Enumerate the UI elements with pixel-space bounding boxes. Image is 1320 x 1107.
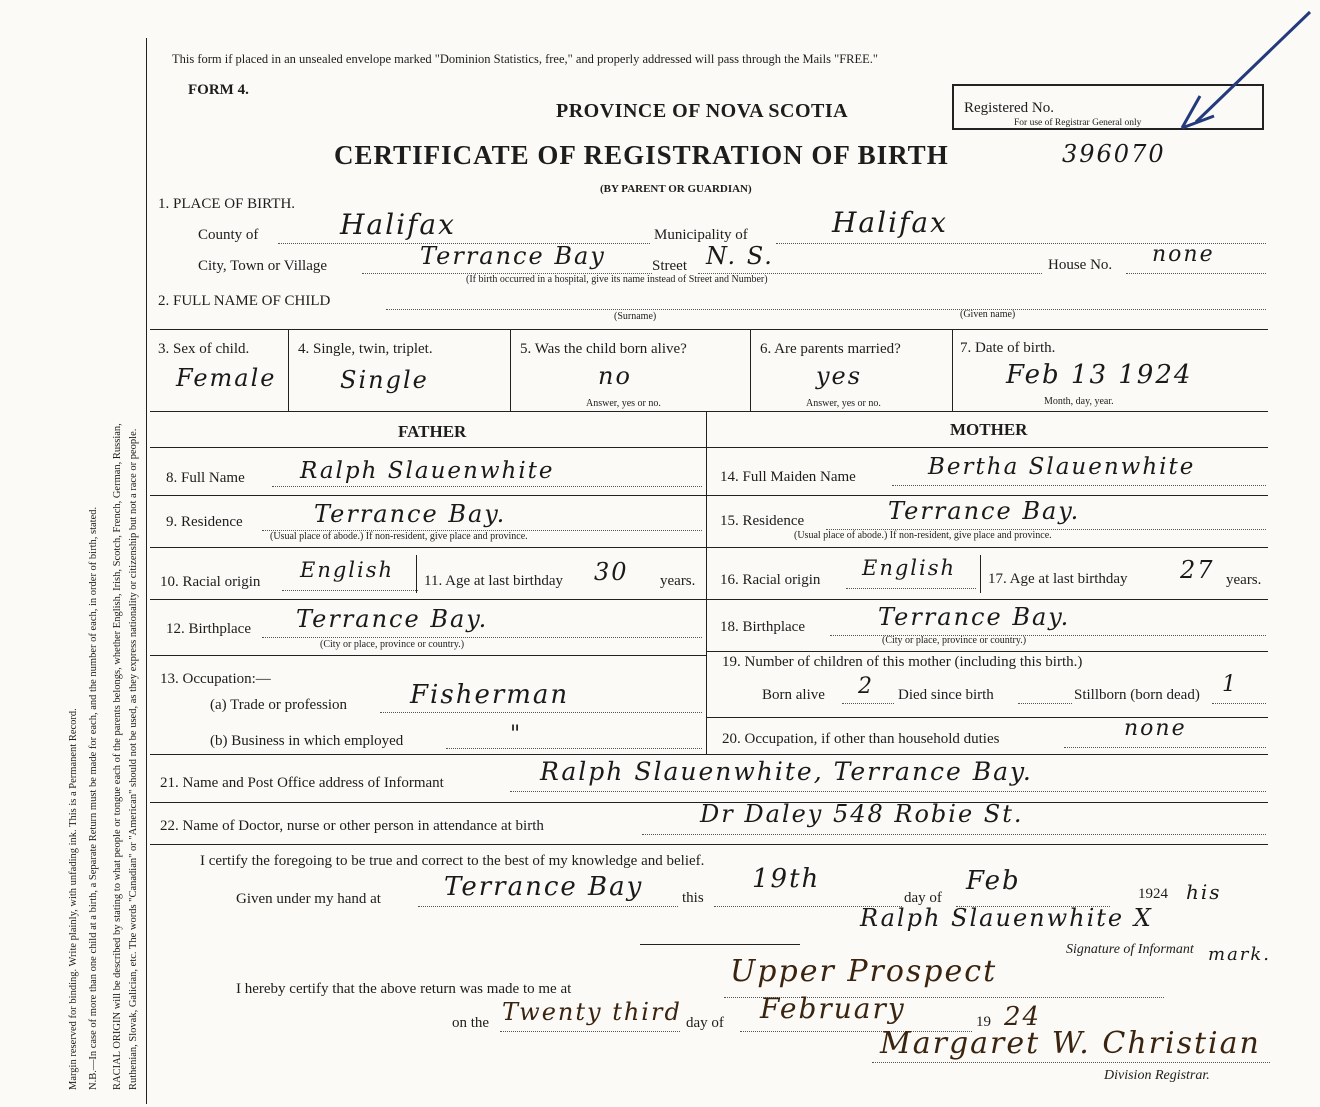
registrar-year-prefix: 19: [976, 1014, 991, 1030]
mother-heading: MOTHER: [950, 420, 1028, 439]
registrar-signature-line: [872, 1062, 1270, 1063]
mother-rule-2: [706, 547, 1268, 548]
informant-label: 21. Name and Post Office address of Informant: [160, 775, 444, 791]
margin-note-racial-origin: RACIAL ORIGIN will be described by stating to what people or tongue each of the parents belongs, whether English, Irish, Scotch, French, German, Russian,: [112, 423, 123, 1090]
mail-note: This form if placed in an unsealed envelope marked "Dominion Statistics, free," and properly addressed will pass through the Mails "FREE.": [172, 52, 879, 66]
born-alive-note: Answer, yes or no.: [586, 398, 661, 409]
mother-race-line: [846, 588, 976, 589]
row3-bottom-border: [150, 411, 1268, 412]
day-of-label: day of: [904, 890, 942, 906]
doctor-rule: [150, 844, 1268, 845]
surname-note: (Surname): [614, 311, 657, 322]
margin-note-binding: Margin reserved for binding. Write plainly, with unfading ink. This is a Permanent Record.: [68, 708, 79, 1090]
street-value: N. S.: [706, 242, 774, 270]
parents-bottom-border: [150, 754, 1268, 755]
this-label: this: [682, 890, 704, 906]
mother-rule-4: [706, 651, 1268, 652]
registered-label: Registered No.: [964, 100, 1054, 116]
child-name-line: [386, 309, 1266, 310]
mother-name-value: Bertha Slauenwhite: [928, 454, 1196, 480]
registrar-signature: Margaret W. Christian: [880, 1026, 1261, 1061]
father-residence-note: (Usual place of abode.) If non-resident, give place and province.: [270, 531, 528, 542]
parents-married-value: yes: [816, 362, 863, 390]
born-alive-count-line: [842, 703, 894, 704]
informant-value: Ralph Slauenwhite, Terrance Bay.: [540, 757, 1033, 786]
father-age-label: 11. Age at last birthday: [424, 573, 563, 589]
father-residence-value: Terrance Bay.: [314, 500, 507, 528]
doctor-value: Dr Daley 548 Robie St.: [700, 800, 1024, 828]
plurality-value: Single: [340, 366, 429, 394]
father-years-label: years.: [660, 573, 696, 589]
father-name-value: Ralph Slauenwhite: [300, 458, 555, 484]
registrar-use-note: For use of Registrar General only: [1014, 118, 1142, 128]
child-name-label: 2. FULL NAME OF CHILD: [158, 293, 331, 309]
father-residence-label: 9. Residence: [166, 514, 243, 530]
born-alive-count-value: 2: [858, 674, 874, 699]
born-alive-value: no: [598, 362, 632, 390]
born-alive-count-label: Born alive: [762, 687, 825, 703]
trade-label: (a) Trade or profession: [210, 697, 348, 713]
house-number-value: none: [1152, 242, 1215, 267]
given-at-value: Terrance Bay: [444, 872, 644, 902]
registrar-text: I hereby certify that the above return was made to me at: [236, 981, 572, 997]
business-line: [446, 748, 702, 749]
father-birthplace-note: (City or place, province or country.): [320, 639, 465, 650]
business-label: (b) Business in which employed: [210, 733, 404, 749]
hospital-note: (If birth occurred in a hospital, give its name instead of Street and Number): [466, 274, 768, 285]
father-heading: FATHER: [398, 422, 467, 441]
day-value: 19th: [752, 864, 821, 894]
informant-signature: Ralph Slauenwhite X: [860, 904, 1153, 932]
city-value: Terrance Bay: [420, 242, 606, 270]
county-value: Halifax: [340, 208, 456, 241]
mother-age-label: 17. Age at last birthday: [988, 571, 1128, 587]
mother-birthplace-label: 18. Birthplace: [720, 619, 805, 635]
mother-race-value: English: [862, 556, 957, 580]
father-occupation-label: 13. Occupation:—: [160, 671, 271, 687]
city-label: City, Town or Village: [198, 258, 328, 274]
informant-line: [510, 791, 1266, 792]
province-heading: PROVINCE OF NOVA SCOTIA: [556, 100, 849, 122]
place-of-birth-label: 1. PLACE OF BIRTH.: [158, 196, 296, 212]
mother-name-line: [892, 485, 1266, 486]
county-label: County of: [198, 227, 259, 243]
his-mark-text: his: [1186, 880, 1222, 904]
row3-divider-3: [750, 329, 751, 411]
signature-label: Signature of Informant: [1066, 942, 1194, 957]
certificate-title: CERTIFICATE OF REGISTRATION OF BIRTH: [334, 140, 949, 170]
mother-age-value: 27: [1180, 556, 1215, 584]
registrar-place-value: Upper Prospect: [730, 954, 998, 989]
mother-occupation-label: 20. Occupation, if other than household duties: [722, 731, 1000, 747]
mother-residence-note: (Usual place of abode.) If non-resident, give place and province.: [794, 530, 1052, 541]
father-age-value: 30: [594, 558, 629, 586]
division-registrar-label: Division Registrar.: [1104, 1068, 1210, 1083]
father-race-divider: [416, 555, 417, 593]
plurality-label: 4. Single, twin, triplet.: [298, 341, 433, 357]
row3-divider-4: [952, 329, 953, 411]
house-number-label: House No.: [1048, 257, 1113, 273]
row3-top-border: [150, 329, 1268, 330]
year-value: 1924: [1138, 886, 1168, 902]
mother-residence-label: 15. Residence: [720, 513, 805, 529]
father-rule-2: [150, 547, 706, 548]
given-name-note: (Given name): [960, 309, 1016, 320]
doctor-label: 22. Name of Doctor, nurse or other person in attendance at birth: [160, 818, 544, 834]
father-race-value: English: [300, 558, 395, 582]
date-of-birth-label: 7. Date of birth.: [960, 340, 1056, 356]
business-value: ": [510, 722, 523, 747]
row3-divider-2: [510, 329, 511, 411]
mother-race-label: 16. Racial origin: [720, 572, 821, 588]
registrar-month-value: February: [760, 992, 906, 1025]
trade-value: Fisherman: [410, 680, 570, 710]
mother-birthplace-value: Terrance Bay.: [878, 603, 1071, 631]
doctor-line: [642, 834, 1266, 835]
father-race-line: [282, 590, 418, 591]
father-birthplace-value: Terrance Bay.: [296, 605, 489, 633]
certify-text: I certify the foregoing to be true and correct to the best of my knowledge and belief.: [200, 853, 705, 869]
left-border: [146, 38, 147, 1104]
form-number: FORM 4.: [188, 82, 249, 98]
father-rule-1: [150, 495, 706, 496]
mother-race-divider: [980, 555, 981, 593]
trade-line: [380, 712, 702, 713]
died-since-birth-line: [1018, 703, 1072, 704]
father-name-label: 8. Full Name: [166, 470, 245, 486]
father-race-label: 10. Racial origin: [160, 574, 261, 590]
certificate-subtitle: (BY PARENT OR GUARDIAN): [600, 183, 752, 195]
municipality-label: Municipality of: [654, 227, 748, 243]
street-label: Street: [652, 258, 687, 274]
house-number-line: [1126, 273, 1266, 274]
registrar-day-value: Twenty third: [502, 998, 682, 1026]
parent-heading-rule: [150, 447, 1268, 448]
sex-label: 3. Sex of child.: [158, 341, 250, 357]
parent-divider: [706, 411, 707, 754]
parents-married-note: Answer, yes or no.: [806, 398, 881, 409]
mother-name-label: 14. Full Maiden Name: [720, 469, 856, 485]
row3-divider-1: [288, 329, 289, 411]
registration-number: 396070: [1062, 140, 1166, 168]
stillborn-line: [1212, 703, 1266, 704]
month-value: Feb: [966, 866, 1021, 896]
parents-married-label: 6. Are parents married?: [760, 341, 901, 357]
mother-years-label: years.: [1226, 572, 1262, 588]
mother-rule-3: [706, 599, 1268, 600]
mother-birthplace-note: (City or place, province or country.): [882, 635, 1027, 646]
sex-value: Female: [176, 364, 277, 392]
checkmark-arrow-icon: [1160, 4, 1320, 164]
father-rule-3: [150, 599, 706, 600]
stillborn-value: 1: [1222, 672, 1238, 697]
registrar-day-line: [500, 1031, 680, 1032]
mother-occupation-value: none: [1124, 716, 1187, 741]
father-birthplace-line: [262, 637, 702, 638]
died-since-birth-label: Died since birth: [898, 687, 994, 703]
given-at-line: [418, 906, 678, 907]
date-of-birth-value: Feb 13 1924: [1006, 360, 1193, 390]
registrar-day-of-label: day of: [686, 1015, 724, 1031]
stroke-underline: [640, 944, 800, 945]
on-the-label: on the: [452, 1015, 490, 1031]
mother-occupation-line: [1064, 747, 1266, 748]
registrar-year-suffix: 24: [1004, 1002, 1042, 1032]
given-at-label: Given under my hand at: [236, 891, 381, 907]
stillborn-label: Stillborn (born dead): [1074, 687, 1200, 703]
municipality-value: Halifax: [832, 206, 948, 239]
children-count-label: 19. Number of children of this mother (including this birth.): [722, 654, 1083, 670]
mark-text: mark.: [1208, 944, 1272, 965]
date-of-birth-note: Month, day, year.: [1044, 396, 1114, 407]
father-name-line: [272, 486, 702, 487]
born-alive-label: 5. Was the child born alive?: [520, 341, 687, 357]
father-rule-4: [150, 655, 706, 656]
mother-residence-value: Terrance Bay.: [888, 497, 1081, 525]
margin-note-racial-origin-cont: Ruthenian, Slovak, Galician, etc. The words "Canadian" or "American" should not be used, as they express nationality or citizenship but not a race or people.: [128, 428, 139, 1090]
mother-rule-1: [706, 495, 1268, 496]
father-birthplace-label: 12. Birthplace: [166, 621, 251, 637]
margin-note-multiple-births: N.B.—In case of more than one child at a birth, a Separate Return must be made for each, and the number of each, in order of birth, stated.: [88, 506, 99, 1090]
